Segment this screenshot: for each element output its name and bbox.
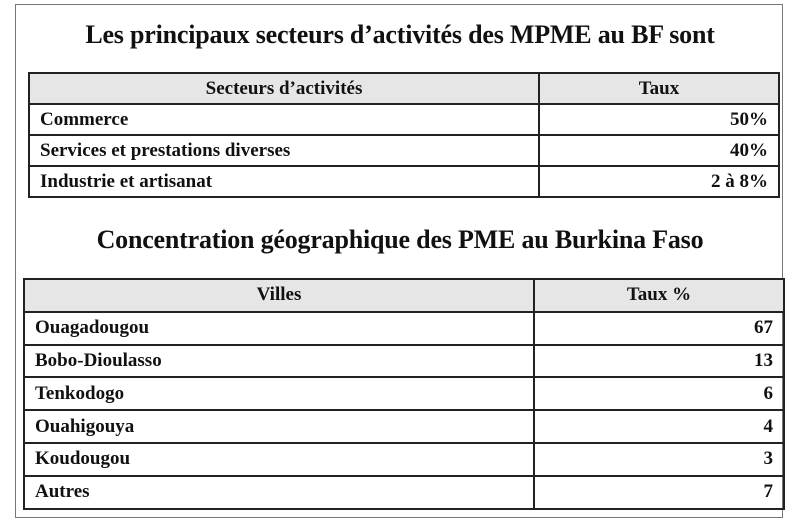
sector-label: Industrie et artisanat (29, 166, 539, 197)
sector-rate: 40% (539, 135, 779, 166)
table-row (24, 345, 784, 378)
table-row (24, 476, 784, 509)
geography-title: Concentration géographique des PME au Burkina Faso (96, 225, 704, 254)
city-label: Autres (24, 476, 534, 509)
table-header-row (29, 73, 779, 104)
city-label: Tenkodogo (24, 377, 534, 410)
table-header-row (24, 279, 784, 312)
city-percent: 7 (534, 476, 784, 509)
table-row (29, 166, 779, 197)
column-header-city: Villes (24, 279, 534, 312)
city-percent: 4 (534, 410, 784, 443)
sector-label: Services et prestations diverses (29, 135, 539, 166)
sector-rate: 2 à 8% (539, 166, 779, 197)
table-row (29, 104, 779, 135)
sectors-title: Les principaux secteurs d’activités des MPME au BF sont (85, 20, 715, 49)
column-header-rate: Taux (539, 73, 779, 104)
table-row (24, 377, 784, 410)
sectors-table (28, 72, 780, 198)
city-percent: 67 (534, 312, 784, 345)
column-header-percent: Taux % (534, 279, 784, 312)
table-row (24, 443, 784, 476)
city-label: Ouagadougou (24, 312, 534, 345)
table-row (29, 135, 779, 166)
table-row (24, 312, 784, 345)
column-header-sector: Secteurs d’activités (29, 73, 539, 104)
city-percent: 3 (534, 443, 784, 476)
cities-table (23, 278, 785, 510)
table-row (24, 410, 784, 443)
city-label: Ouahigouya (24, 410, 534, 443)
city-percent: 6 (534, 377, 784, 410)
city-label: Koudougou (24, 443, 534, 476)
sector-rate: 50% (539, 104, 779, 135)
city-percent: 13 (534, 345, 784, 378)
city-label: Bobo-Dioulasso (24, 345, 534, 378)
sector-label: Commerce (29, 104, 539, 135)
